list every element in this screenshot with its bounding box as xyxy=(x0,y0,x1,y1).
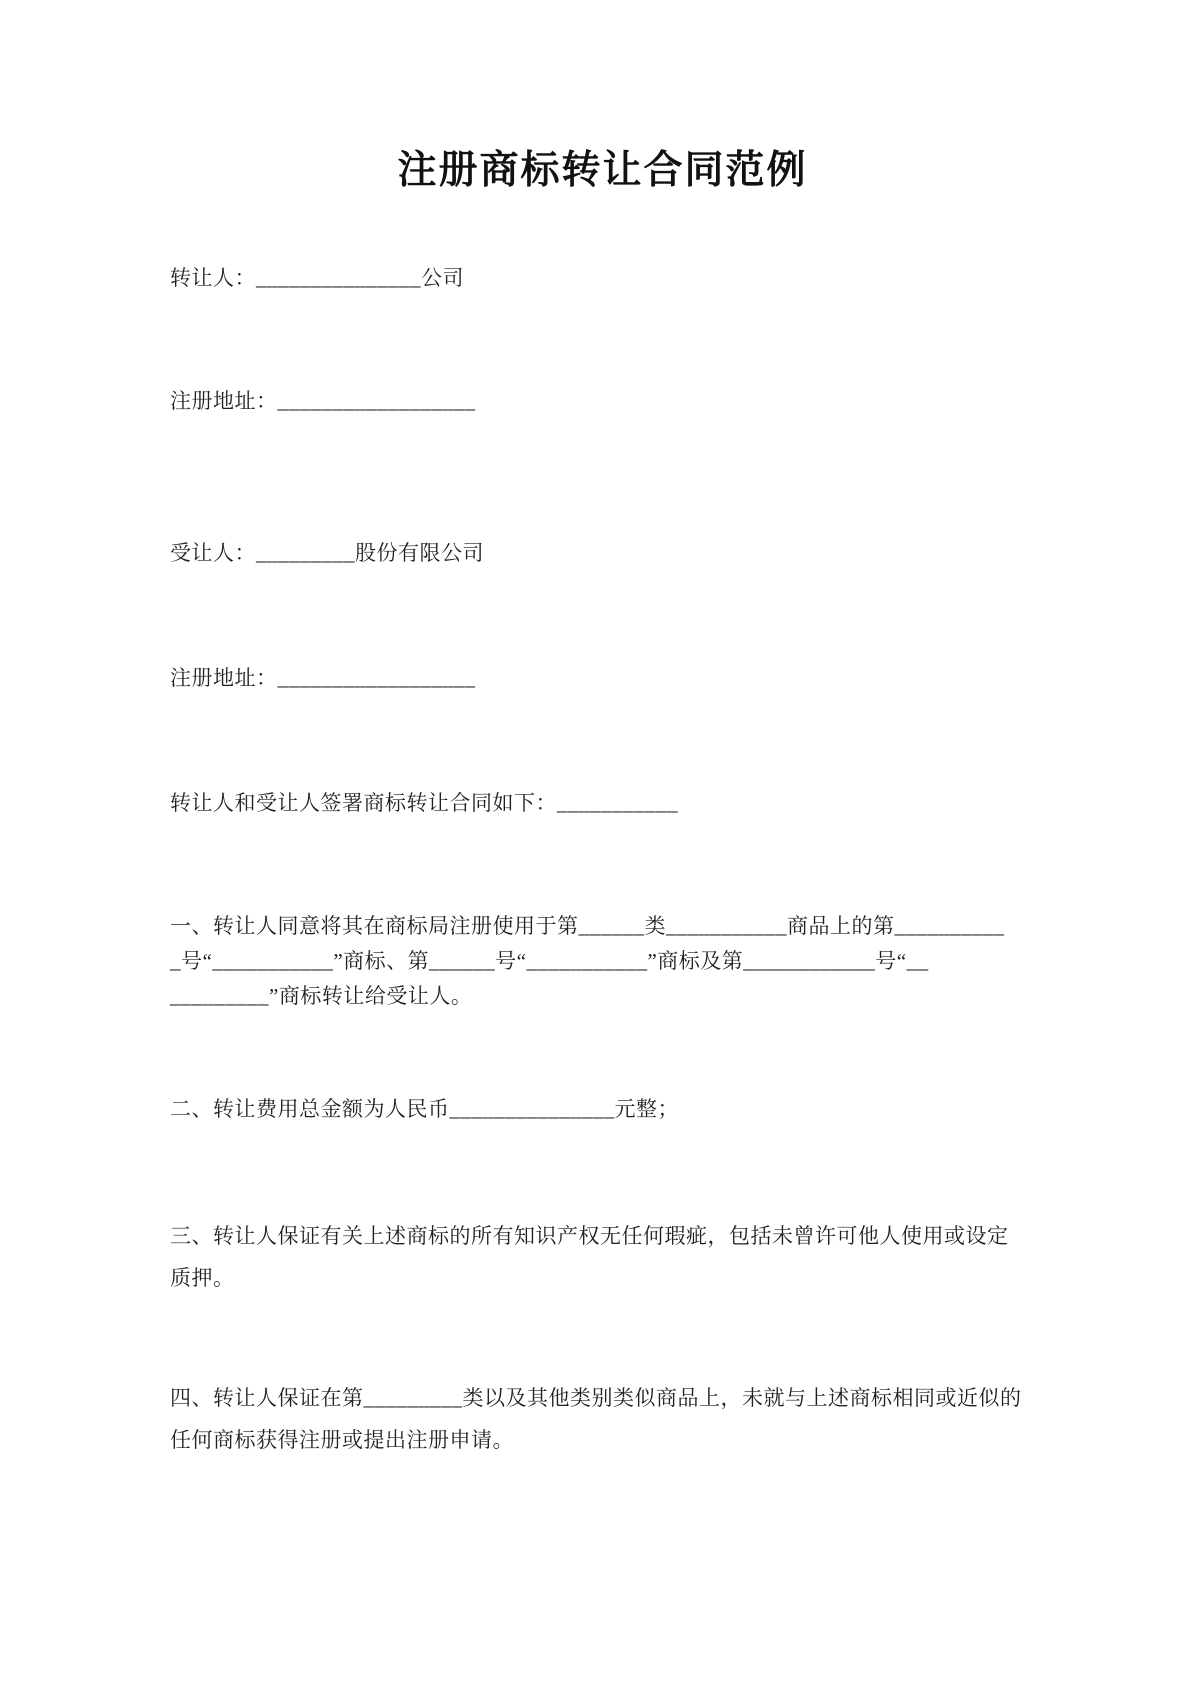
signing-statement-text: 转让人和受让人签署商标转让合同如下：___________ xyxy=(170,790,678,815)
clause-2-text: 二、转让费用总金额为人民币_______________元整； xyxy=(170,1096,679,1121)
field-transferee xyxy=(170,536,1035,571)
clause-3-line-1: 三、转让人保证有关上述商标的所有知识产权无任何瑕疵，包括未曾许可他人使用或设定 xyxy=(170,1223,1009,1248)
field-transferee-address-text: 注册地址：__________________ xyxy=(170,665,476,690)
signing-statement xyxy=(170,786,1035,821)
clause-1-line-2: _号“___________”商标、第______号“___________”商标及第____________号“__ xyxy=(170,948,929,973)
clause-3-line-2: 质押。 xyxy=(170,1265,235,1290)
field-transferor-address-text: 注册地址：__________________ xyxy=(170,388,476,413)
clause-2 xyxy=(170,1091,1035,1127)
field-transferee-address xyxy=(170,661,1035,696)
field-transferor-text: 转让人：_______________公司 xyxy=(170,265,464,290)
clause-4 xyxy=(170,1377,1035,1461)
clause-1-line-1: 一、转让人同意将其在商标局注册使用于第______类___________商品上的第__________ xyxy=(170,913,1005,938)
clause-3 xyxy=(170,1215,1035,1299)
clause-1-line-3: _________”商标转让给受让人。 xyxy=(170,983,473,1008)
clause-1 xyxy=(170,909,1035,1014)
clause-4-line-2: 任何商标获得注册或提出注册申请。 xyxy=(170,1427,514,1452)
contract-title: 注册商标转让合同范例 xyxy=(397,149,808,192)
field-transferee-text: 受让人：_________股份有限公司 xyxy=(170,540,484,565)
field-transferor-address xyxy=(170,384,1035,419)
field-transferor xyxy=(170,261,1035,296)
clause-4-line-1: 四、转让人保证在第_________类以及其他类别类似商品上，未就与上述商标相同或近似的 xyxy=(170,1385,1022,1410)
